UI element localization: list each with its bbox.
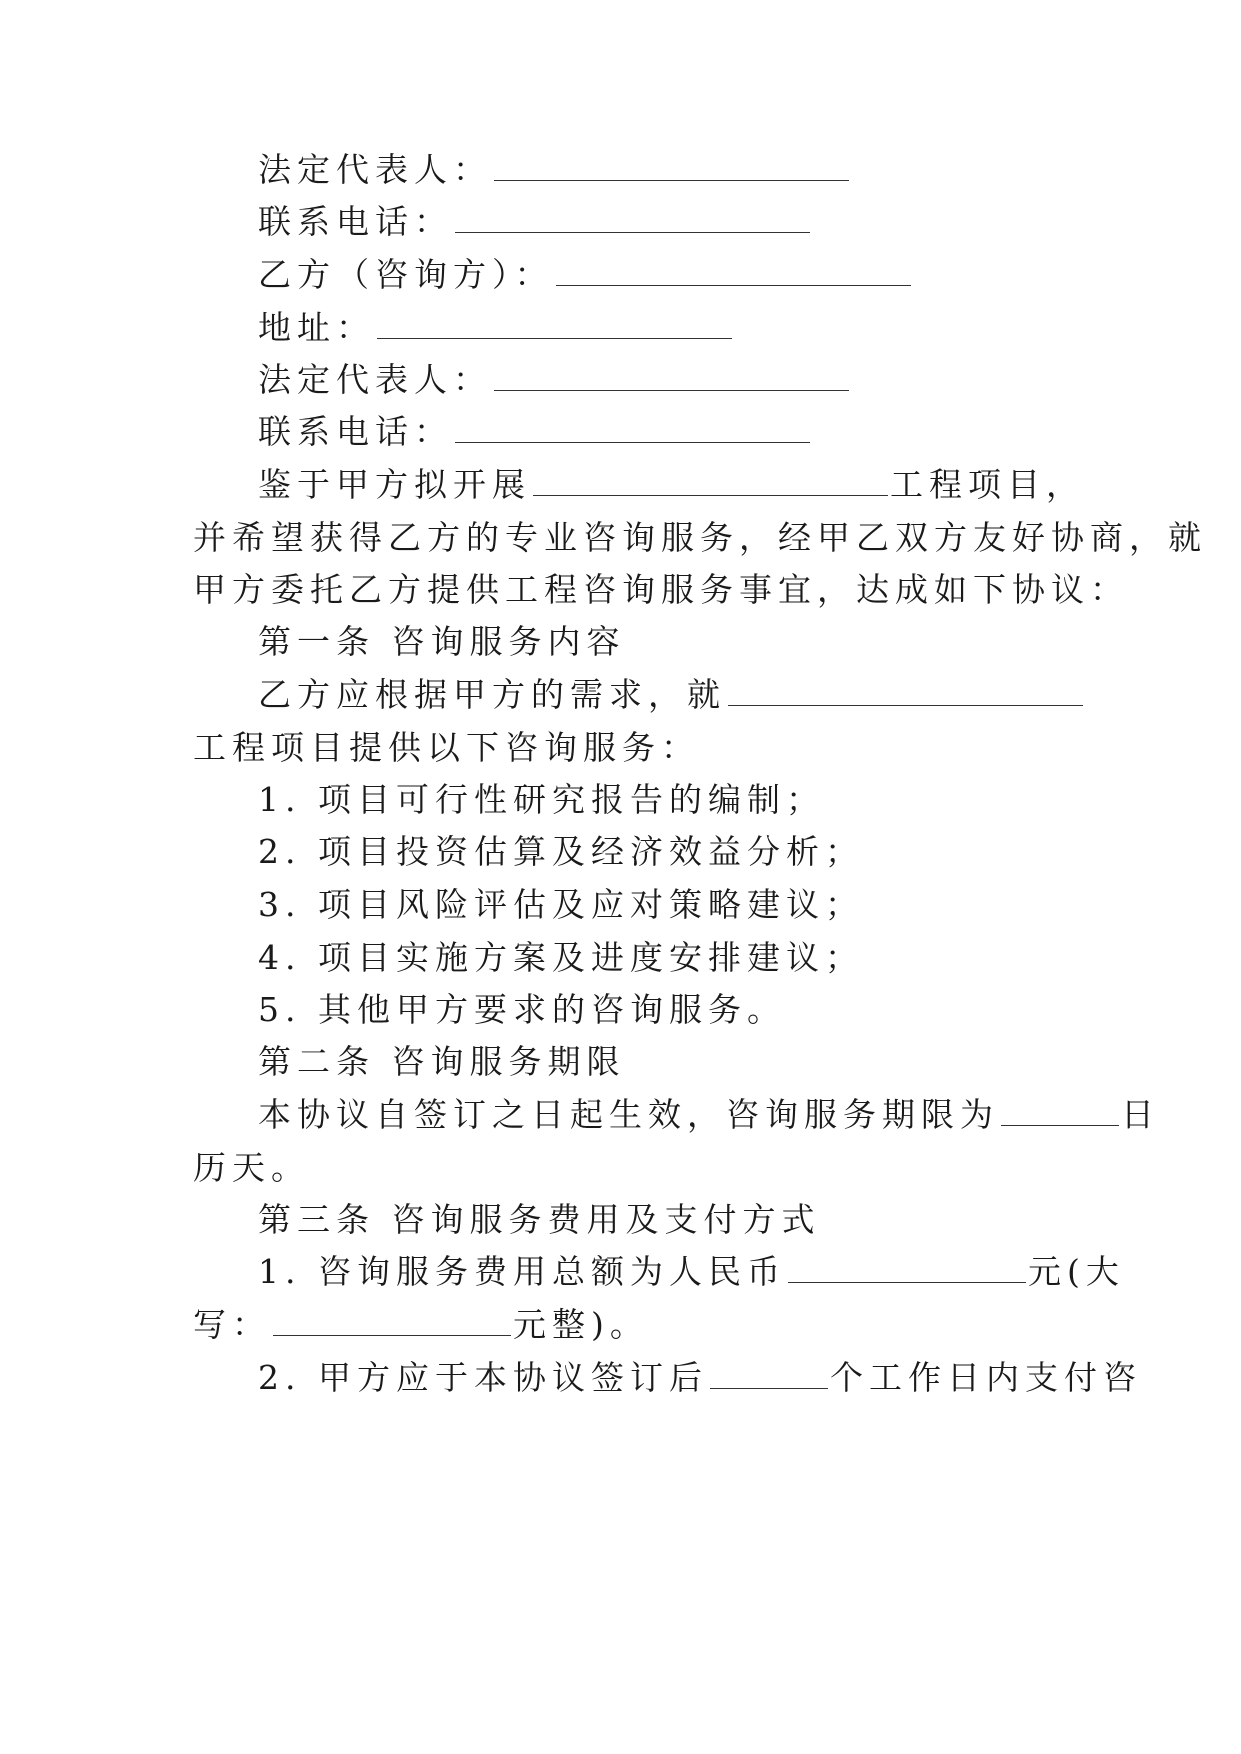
article-2-text-b: 日 — [1121, 1095, 1160, 1134]
project-name-blank[interactable] — [533, 465, 888, 496]
party-b-legal-rep-blank[interactable] — [494, 360, 849, 391]
list-item: 1. 项目可行性研究报告的编制； — [258, 780, 825, 819]
party-b-phone-label: 联系电话： — [258, 412, 453, 451]
list-item: 2. 项目投资估算及经济效益分析； — [258, 832, 864, 871]
fee-text-d: 元整)。 — [513, 1305, 649, 1344]
party-b-address-blank[interactable] — [377, 308, 732, 339]
preamble-text-a: 鉴于甲方拟开展 — [258, 465, 531, 504]
party-b-legal-rep-line — [258, 360, 1128, 400]
article-3-item-2-line-1 — [258, 1358, 1142, 1398]
list-item: 4. 项目实施方案及进度安排建议； — [258, 938, 864, 977]
party-b-label: 乙方（咨询方）： — [258, 255, 554, 294]
fee-text-b: 元(大 — [1027, 1252, 1125, 1291]
service-days-blank[interactable] — [1001, 1095, 1119, 1126]
party-a-phone-blank[interactable] — [455, 202, 810, 233]
preamble-line-2: 并希望获得乙方的专业咨询服务，经甲乙双方友好协商，就 — [193, 518, 1207, 557]
party-b-address-label: 地址： — [258, 308, 375, 347]
payment-text-a: 2. 甲方应于本协议签订后 — [258, 1358, 708, 1397]
party-b-phone-line — [258, 412, 1128, 452]
fee-text-c: 写： — [193, 1305, 271, 1344]
preamble-line-3: 甲方委托乙方提供工程咨询服务事宜，达成如下协议： — [193, 570, 1129, 609]
article-1-line-2: 工程项目提供以下咨询服务： — [193, 728, 700, 767]
party-b-phone-blank[interactable] — [455, 412, 810, 443]
article-1-title: 第一条 咨询服务内容 — [258, 622, 626, 661]
article-1-line-1 — [258, 675, 1128, 715]
payment-text-b: 个工作日内支付咨 — [829, 1358, 1142, 1397]
article-1-project-blank[interactable] — [728, 675, 1083, 706]
party-b-address-line — [258, 308, 1128, 348]
party-a-phone-label: 联系电话： — [258, 202, 453, 241]
party-b-legal-rep-label: 法定代表人： — [258, 360, 492, 399]
list-item: 5. 其他甲方要求的咨询服务。 — [258, 990, 786, 1029]
preamble-line-1 — [258, 465, 1128, 505]
party-b-line — [258, 255, 1128, 295]
fee-amount-uppercase-blank[interactable] — [273, 1305, 511, 1336]
party-a-legal-rep-blank[interactable] — [494, 150, 849, 181]
fee-amount-blank[interactable] — [788, 1252, 1026, 1283]
article-2-line-1 — [258, 1095, 1160, 1135]
article-2-text-a: 本协议自签订之日起生效，咨询服务期限为 — [258, 1095, 999, 1134]
article-3-title: 第三条 咨询服务费用及支付方式 — [258, 1200, 821, 1239]
party-a-legal-rep-label: 法定代表人： — [258, 150, 492, 189]
preamble-text-b: 工程项目， — [890, 465, 1085, 504]
payment-days-blank[interactable] — [710, 1358, 828, 1389]
party-a-legal-rep-line — [258, 150, 1128, 190]
article-3-item-1-line-2 — [193, 1305, 1063, 1345]
list-item: 3. 项目风险评估及应对策略建议； — [258, 885, 864, 924]
article-2-title: 第二条 咨询服务期限 — [258, 1042, 626, 1081]
party-b-name-blank[interactable] — [556, 255, 911, 286]
article-2-line-2: 历天。 — [193, 1148, 310, 1187]
fee-text-a: 1. 咨询服务费用总额为人民币 — [258, 1252, 786, 1291]
article-3-item-1-line-1 — [258, 1252, 1128, 1292]
party-a-phone-line — [258, 202, 1128, 242]
article-1-text: 乙方应根据甲方的需求，就 — [258, 675, 726, 714]
